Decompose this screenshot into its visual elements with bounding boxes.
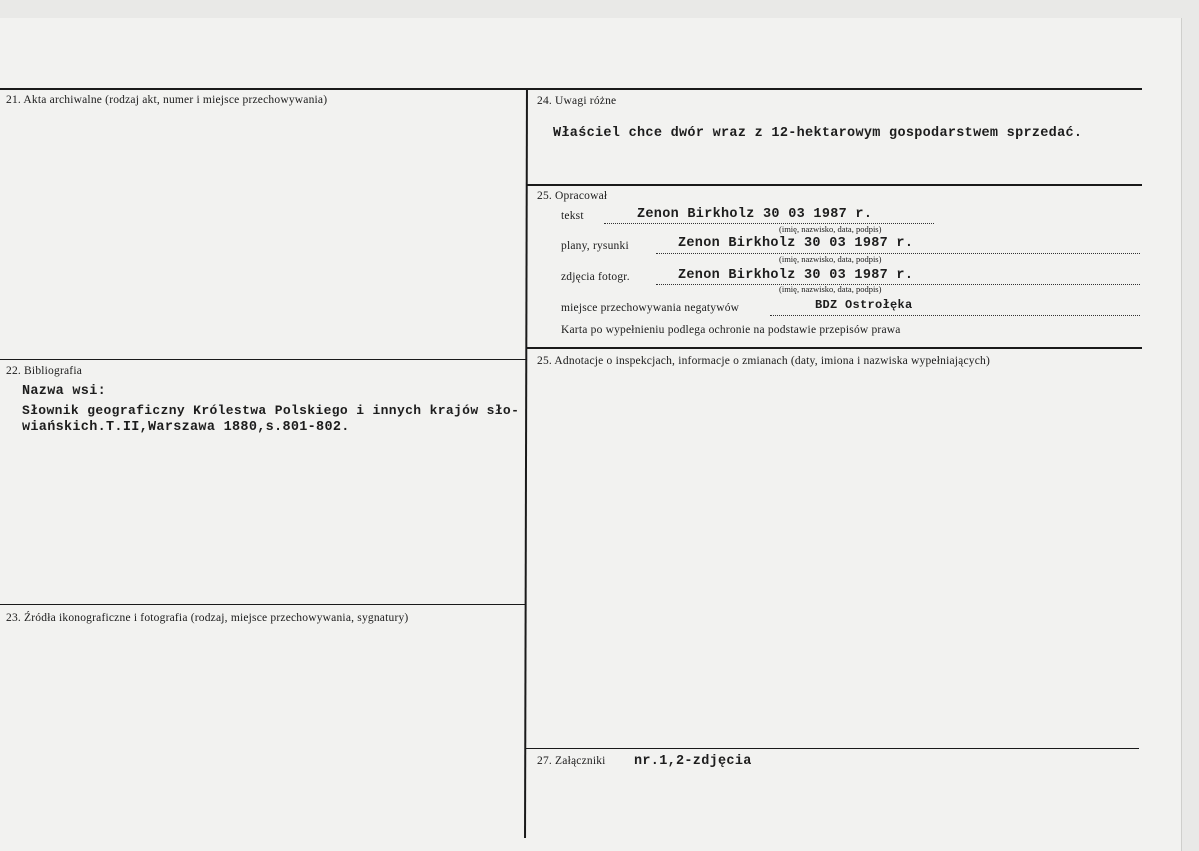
form-card <box>0 18 1182 851</box>
top-rule <box>0 88 1142 90</box>
section-24-label: 24. Uwagi różne <box>537 95 617 107</box>
rule-23 <box>0 604 526 605</box>
bibliography-line-1: Nazwa wsi: <box>22 384 107 399</box>
section-25b-label: 25. Adnotacje o inspekcjach, informacje o zmianach (daty, imiona i nazwiska wypełniających) <box>537 355 991 367</box>
zdjecia-hint: (imię, nazwisko, data, podpis) <box>779 284 882 294</box>
attachments-value: nr.1,2-zdjęcia <box>634 754 752 769</box>
bibliography-line-3: wiańskich.T.II,Warszawa 1880,s.801-802. <box>22 420 350 435</box>
zdjecia-value: Zenon Birkholz 30 03 1987 r. <box>678 268 914 283</box>
section-23-label: 23. Źródła ikonograficzne i fotografia (rodzaj, miejsce przechowywania, sygnatury) <box>6 612 409 624</box>
section-21-label: 21. Akta archiwalne (rodzaj akt, numer i miejsce przechowywania) <box>6 94 328 106</box>
tekst-label: tekst <box>561 210 584 222</box>
bibliography-line-2: Słownik geograficzny Królestwa Polskiego i innych krajów sło- <box>22 403 520 418</box>
plany-label: plany, rysunki <box>561 240 629 252</box>
plany-value: Zenon Birkholz 30 03 1987 r. <box>678 236 914 251</box>
zdjecia-dotted-line <box>656 284 1140 285</box>
negatywy-value: BDZ Ostrołęka <box>815 298 913 312</box>
tekst-hint: (imię, nazwisko, data, podpis) <box>779 224 882 234</box>
section-27-label: 27. Załączniki <box>537 755 606 767</box>
plany-hint: (imię, nazwisko, data, podpis) <box>779 254 882 264</box>
remarks-text: Właściel chce dwór wraz z 12-hektarowym gospodarstwem sprzedać. <box>553 126 1083 141</box>
negatywy-dotted-line <box>770 315 1140 316</box>
section-22-label: 22. Bibliografia <box>6 365 83 377</box>
protection-note: Karta po wypełnieniu podlega ochronie na podstawie przepisów prawa <box>561 324 901 336</box>
center-divider <box>524 88 528 838</box>
tekst-dotted-line <box>604 223 934 224</box>
rule-22 <box>0 359 526 360</box>
plany-dotted-line <box>656 253 1140 254</box>
rule-25b <box>526 347 1142 349</box>
negatywy-label: miejsce przechowywania negatywów <box>561 302 740 314</box>
zdjecia-label: zdjęcia fotogr. <box>561 271 630 283</box>
rule-25a <box>526 184 1142 186</box>
section-25-label: 25. Opracował <box>537 190 608 202</box>
rule-27 <box>526 748 1139 749</box>
tekst-value: Zenon Birkholz 30 03 1987 r. <box>637 207 873 222</box>
